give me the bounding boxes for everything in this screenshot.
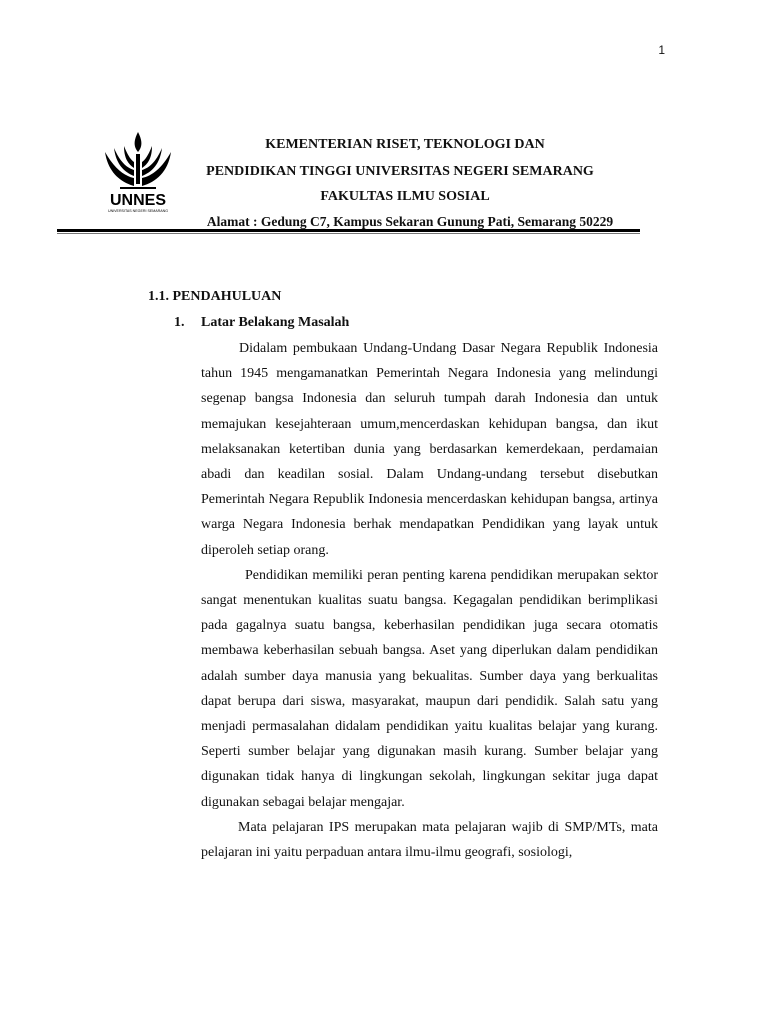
section-heading: 1.1. PENDAHULUAN xyxy=(148,289,282,304)
page-number: 1 xyxy=(658,43,665,57)
subsection-title: Latar Belakang Masalah xyxy=(201,315,350,330)
paragraph: Pendidikan memiliki peran penting karena pendidikan merupakan sektor sangat menentukan kualitas suatu bangsa. Kegagalan pendidikan berimplikasi pada gagalnya suatu bangsa, keberhasilan pendidikan juga secara otomatis membawa keberhasilan sebuah bangsa. Aset yang diperlukan dalam pendidikan adalah sumber daya manusia yang bekualitas. Sumber daya yang berkualitas dapat berupa dari siswa, masyarakat, maupun dari pendidik. Salah satu yang menjadi permasalahan didalam pendidikan yaitu kualitas belajar yang kurang. Seperti sumber belajar yang digunakan masih kurang. Sumber belajar yang digunakan tidak hanya di lingkungan sekolah, lingkungan sekitar juga dapat digunakan sebagai belajar mengajar. xyxy=(201,567,658,810)
ministry-line: KEMENTERIAN RISET, TEKNOLOGI DAN xyxy=(265,137,545,152)
paragraph: Didalam pembukaan Undang-Undang Dasar Negara Republik Indonesia tahun 1945 mengamanatkan Pemerintah Negara Indonesia yang melindungi segenap bangsa Indonesia dan seluruh tumpah darah Indonesia dan untuk memajukan kesejahteraan umum,mencerdaskan kehidupan bangsa, dan ikut melaksanakan ketertiban dunia yang berdasarkan kemerdekaan, perdamaian abadi dan keadilan sosial. Dalam Undang-undang tersebut disebutkan Pemerintah Negara Republik Indonesia mencerdaskan kehidupan bangsa, artinya warga Negara Indonesia berhak mendapatkan Pendidikan yang layak untuk diperoleh setiap orang. xyxy=(201,341,658,558)
faculty-line: FAKULTAS ILMU SOSIAL xyxy=(320,189,490,204)
logo-subtext: UNIVERSITAS NEGERI SEMARANG xyxy=(107,209,169,213)
letterhead-divider xyxy=(57,229,640,232)
letterhead-divider-thin xyxy=(57,233,640,234)
paragraph: Mata pelajaran IPS merupakan mata pelajaran wajib di SMP/MTs, mata pelajaran ini yaitu perpaduan antara ilmu-ilmu geografi, sosiologi, xyxy=(201,819,658,861)
body-text xyxy=(201,336,658,865)
letterhead xyxy=(0,125,768,245)
subsection-heading xyxy=(174,313,349,333)
address-line: Alamat : Gedung C7, Kampus Sekaran Gunung Pati, Semarang 50229 xyxy=(206,214,614,229)
subsection-number: 1. xyxy=(174,315,185,330)
university-line: PENDIDIKAN TINGGI UNIVERSITAS NEGERI SEMARANG xyxy=(206,164,594,179)
logo-text: UNNES xyxy=(109,192,167,209)
